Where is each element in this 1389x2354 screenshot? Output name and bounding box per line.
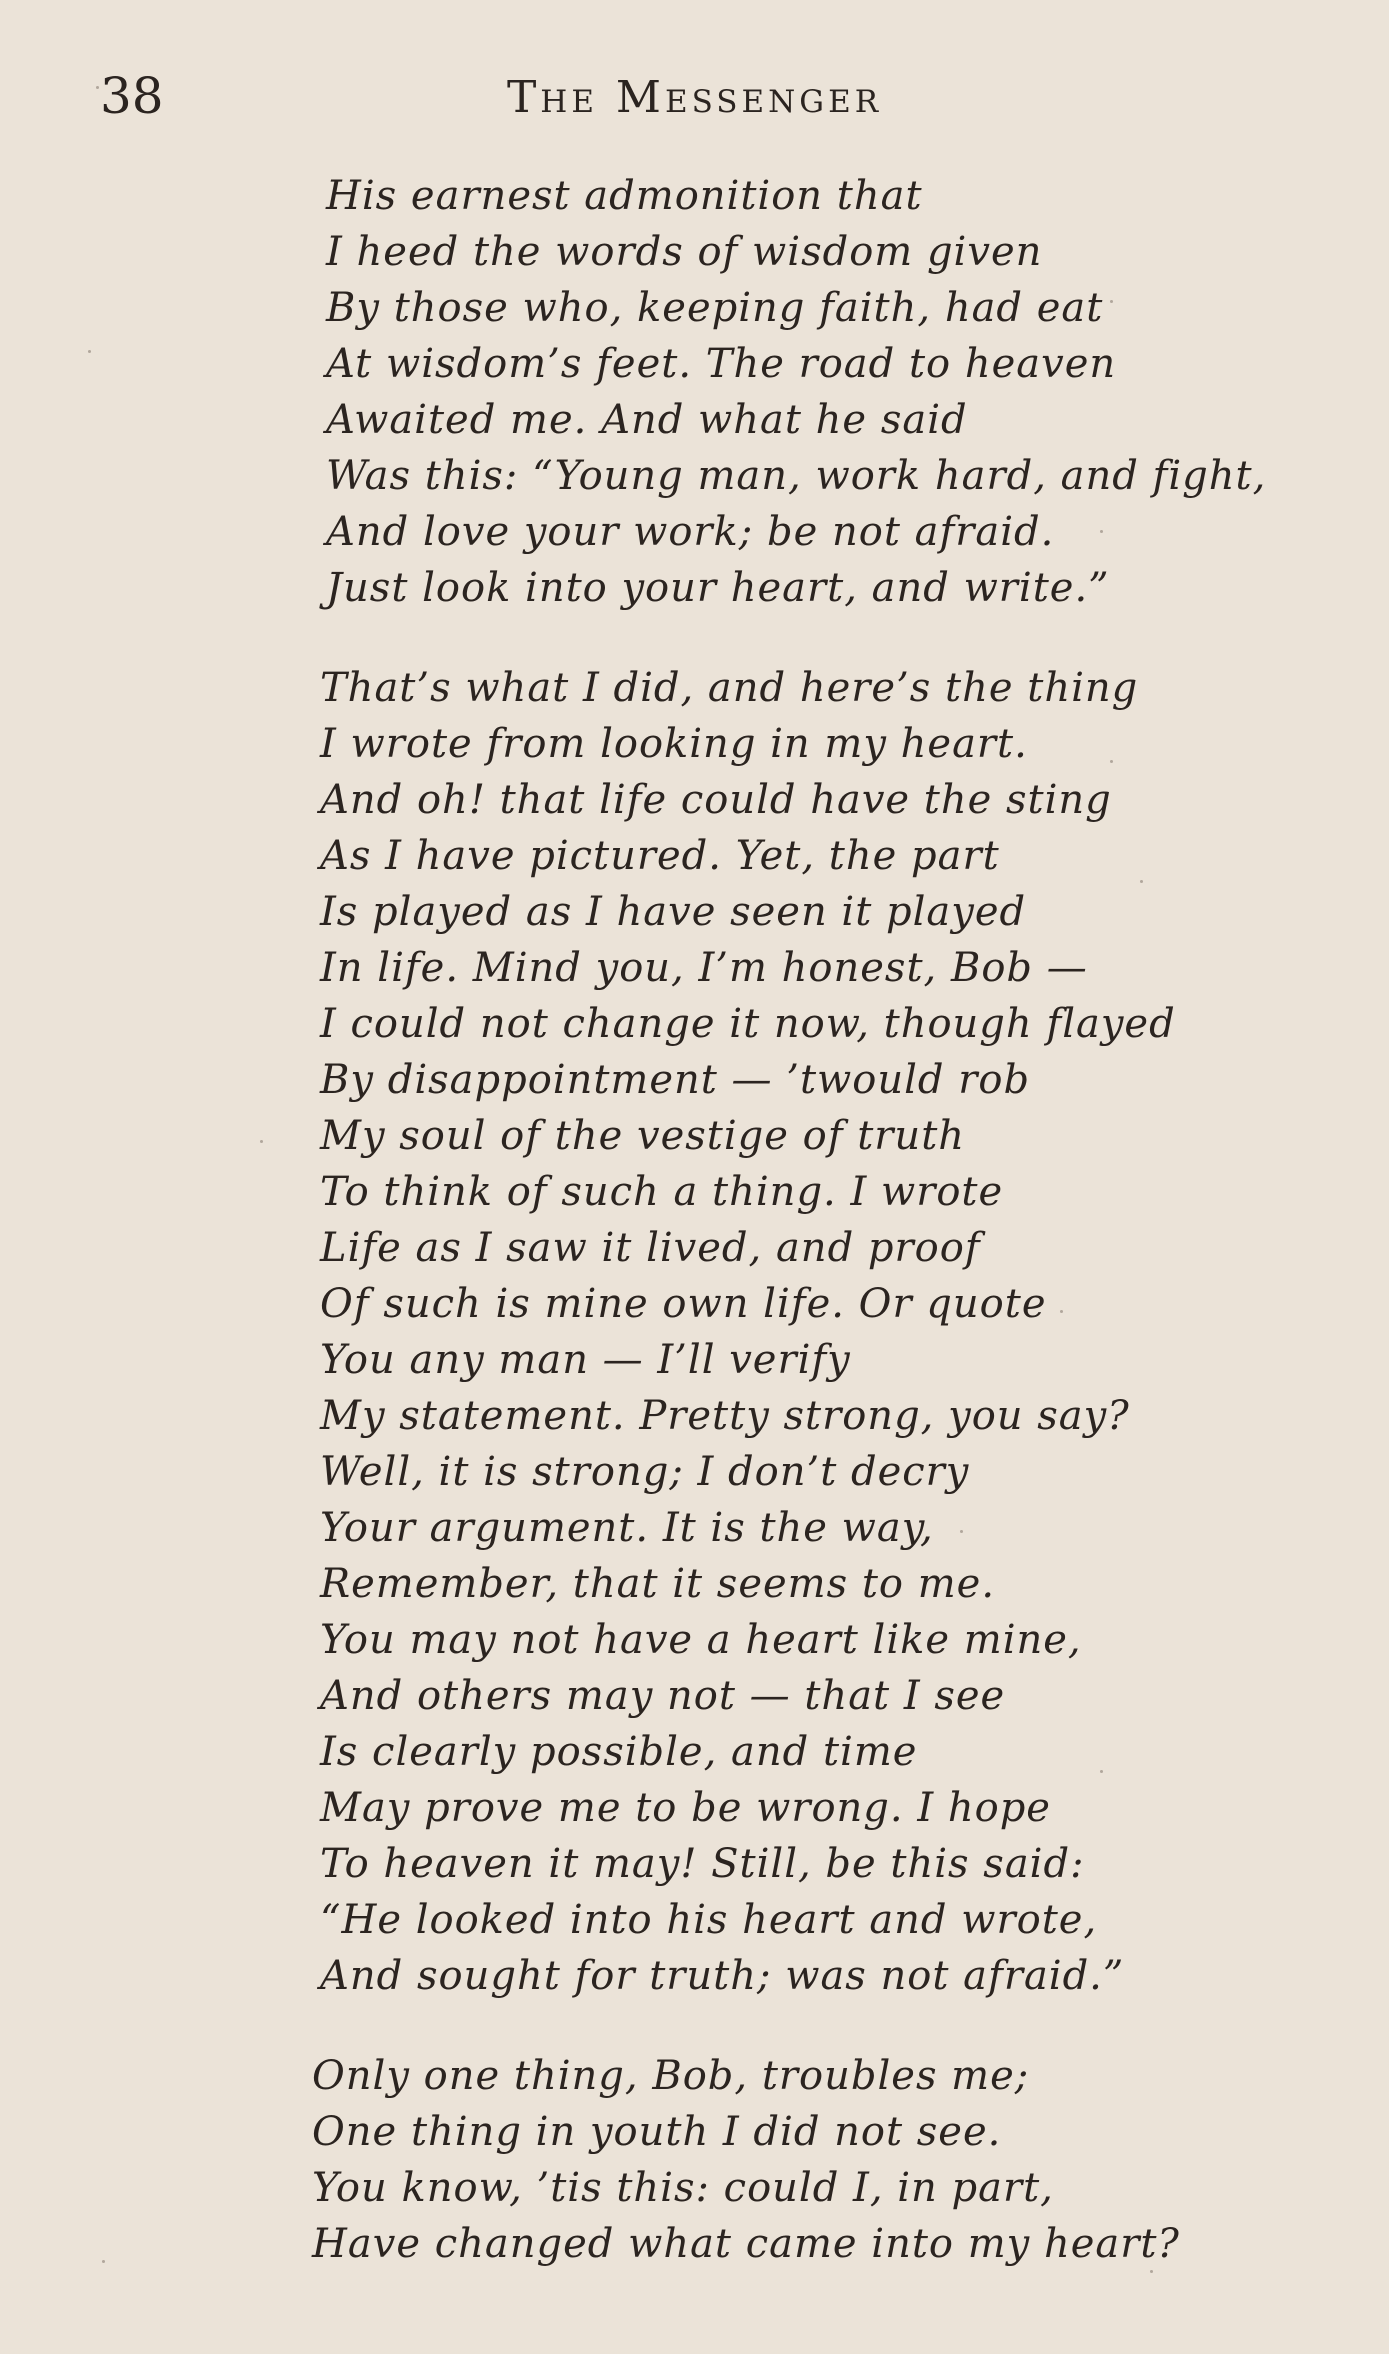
poem-line: Only one thing, Bob, troubles me; xyxy=(312,2053,1030,2099)
poem-line: One thing in youth I did not see. xyxy=(312,2109,1002,2155)
poem xyxy=(312,168,1340,2272)
stanza-3 xyxy=(312,2048,1340,2272)
poem-line: In life. Mind you, I’m honest, Bob — xyxy=(320,945,1088,991)
poem-line: My statement. Pretty strong, you say? xyxy=(320,1393,1130,1439)
poem-line: At wisdom’s feet. The road to heaven xyxy=(326,341,1117,387)
poem-line: You may not have a heart like mine, xyxy=(320,1617,1082,1663)
paper-speck xyxy=(960,1530,963,1533)
paper-speck xyxy=(1100,530,1103,533)
poem-line: Your argument. It is the way, xyxy=(320,1505,934,1551)
paper-speck xyxy=(1060,1310,1063,1313)
poem-line: To think of such a thing. I wrote xyxy=(320,1169,1004,1215)
poem-line: And others may not — that I see xyxy=(320,1673,1006,1719)
poem-line: His earnest admonition that xyxy=(326,173,923,219)
paper-speck xyxy=(102,2260,105,2263)
poem-line: Have changed what came into my heart? xyxy=(312,2221,1180,2267)
page-number: 38 xyxy=(100,67,164,125)
poem-line: You any man — I’ll verify xyxy=(320,1337,851,1383)
paper-speck xyxy=(260,1140,263,1143)
poem-line: Is clearly possible, and time xyxy=(320,1729,918,1775)
poem-line: And oh! that life could have the sting xyxy=(320,777,1112,823)
poem-line: Remember, that it seems to me. xyxy=(320,1561,996,1607)
stanza-1 xyxy=(320,168,1340,616)
poem-line: “He looked into his heart and wrote, xyxy=(320,1897,1098,1943)
running-head-title: The Messenger xyxy=(506,72,883,123)
poem-line: By those who, keeping faith, had eat xyxy=(326,285,1104,331)
paper-speck xyxy=(96,86,99,89)
poem-line: I heed the words of wisdom given xyxy=(326,229,1043,275)
poem-line: Was this: “Young man, work hard, and fight, xyxy=(326,453,1267,499)
poem-line: By disappointment — ’twould rob xyxy=(320,1057,1031,1103)
poem-line: May prove me to be wrong. I hope xyxy=(320,1785,1051,1831)
poem-line: And sought for truth; was not afraid.” xyxy=(320,1953,1125,1999)
paper-speck xyxy=(1140,880,1143,883)
poem-line: Just look into your heart, and write.” xyxy=(326,565,1110,611)
poem-line: Life as I saw it lived, and proof xyxy=(320,1225,981,1271)
poem-line: Is played as I have seen it played xyxy=(320,889,1027,935)
poem-line: I could not change it now, though flayed xyxy=(320,1001,1176,1047)
poem-line: And love your work; be not afraid. xyxy=(326,509,1055,555)
paper-speck xyxy=(1100,1770,1103,1773)
poem-line: Awaited me. And what he said xyxy=(326,397,968,443)
stanza-2 xyxy=(320,660,1340,2004)
poem-line: Of such is mine own life. Or quote xyxy=(320,1281,1047,1327)
poem-line: As I have pictured. Yet, the part xyxy=(320,833,1000,879)
paper-speck xyxy=(1110,760,1113,763)
paper-speck xyxy=(88,350,91,353)
poem-line: Well, it is strong; I don’t decry xyxy=(320,1449,970,1495)
paper-speck xyxy=(1150,2270,1153,2273)
poem-line: My soul of the vestige of truth xyxy=(320,1113,966,1159)
paper-speck xyxy=(1110,300,1113,303)
poem-line: You know, ’tis this: could I, in part, xyxy=(312,2165,1054,2211)
poem-line: That’s what I did, and here’s the thing xyxy=(320,665,1139,711)
poem-line: To heaven it may! Still, be this said: xyxy=(320,1841,1085,1887)
poem-line: I wrote from looking in my heart. xyxy=(320,721,1028,767)
